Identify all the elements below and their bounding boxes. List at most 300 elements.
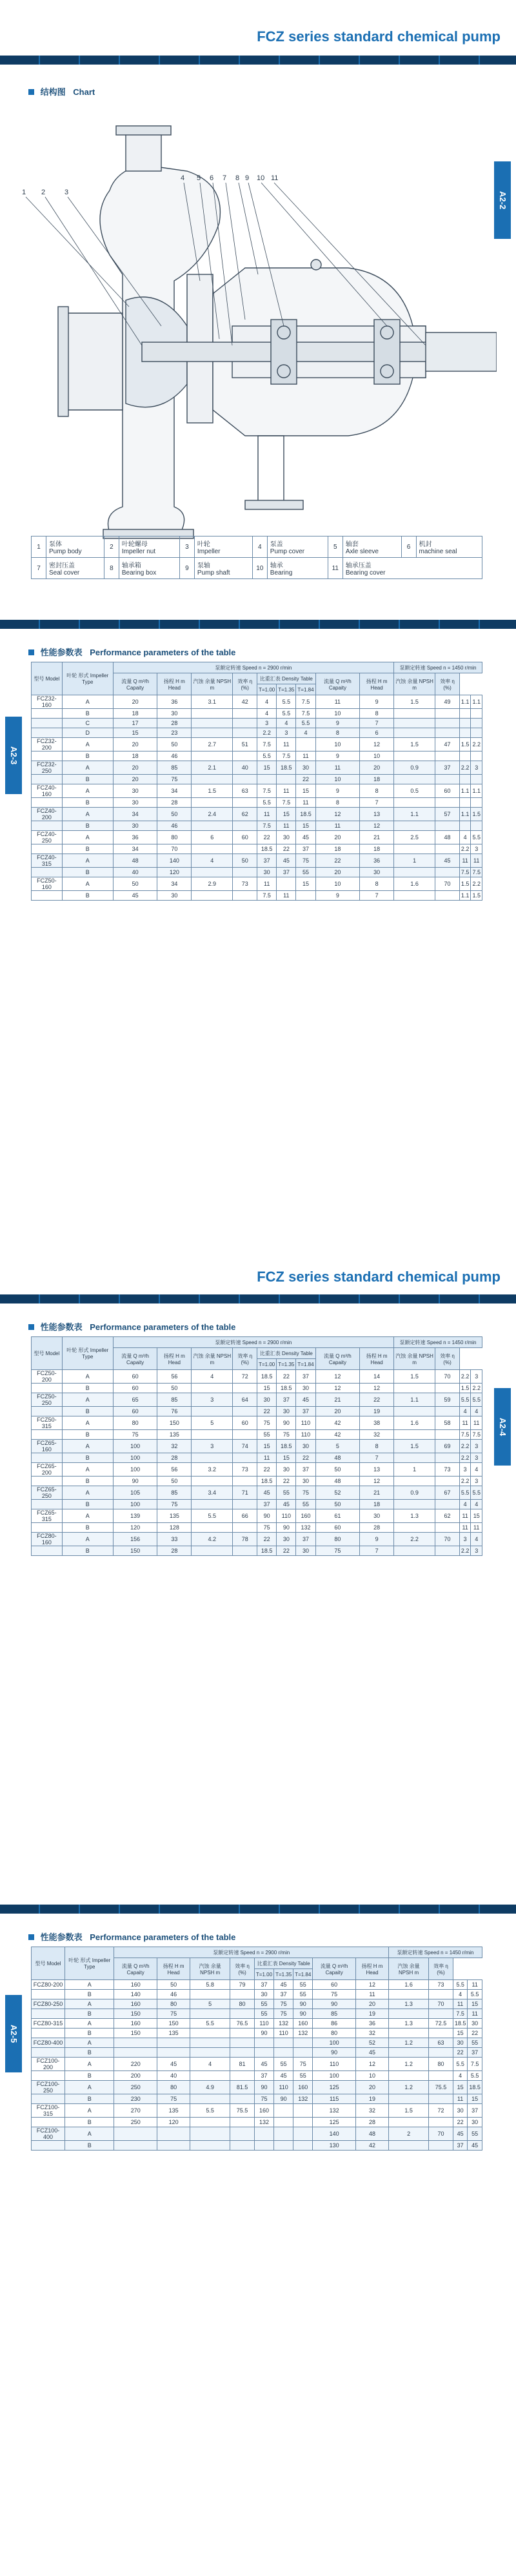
table-row bbox=[32, 2009, 482, 2019]
model-cell: FCZ50-200 bbox=[32, 1370, 63, 1384]
table-header-row bbox=[32, 662, 482, 673]
value-cell bbox=[393, 1546, 435, 1556]
value-cell: 9 bbox=[360, 695, 394, 709]
value-cell bbox=[435, 868, 460, 877]
table-row bbox=[32, 784, 482, 798]
value-cell: 5 bbox=[315, 1440, 360, 1453]
value-cell: 13 bbox=[360, 808, 394, 821]
value-cell: A bbox=[62, 1370, 113, 1384]
value-cell: 10 bbox=[360, 751, 394, 761]
value-cell: B bbox=[62, 1384, 113, 1393]
value-cell bbox=[192, 1523, 233, 1533]
value-cell: D bbox=[62, 728, 113, 738]
value-cell: B bbox=[62, 1407, 113, 1416]
value-cell: 11 bbox=[453, 2094, 468, 2104]
value-cell: 2.2 bbox=[471, 738, 482, 751]
value-cell bbox=[230, 2127, 255, 2141]
value-cell bbox=[435, 821, 460, 831]
value-cell: 1.1 bbox=[459, 891, 471, 901]
value-cell: 1.6 bbox=[389, 1980, 429, 1990]
value-cell: 4 bbox=[459, 1500, 471, 1509]
value-cell: 37 bbox=[254, 1980, 273, 1990]
value-cell bbox=[429, 2141, 453, 2151]
value-cell: 18.5 bbox=[257, 1477, 277, 1486]
table-row bbox=[32, 1533, 482, 1546]
table-header-cell: 效率 η (%) bbox=[230, 1958, 255, 1980]
value-cell: 22 bbox=[296, 775, 315, 784]
value-cell: 65 bbox=[113, 1393, 157, 1407]
value-cell bbox=[190, 2127, 230, 2141]
table-row bbox=[32, 2104, 482, 2118]
value-cell bbox=[459, 751, 471, 761]
value-cell bbox=[192, 1407, 233, 1416]
table-header-cell: 扬程 H m Head bbox=[157, 673, 192, 695]
callout-4: 4 bbox=[181, 174, 185, 182]
tab-a2-5: A2-5 bbox=[5, 1995, 22, 2072]
value-cell: 5.5 bbox=[471, 831, 482, 844]
callout-5: 5 bbox=[197, 174, 201, 182]
table-row bbox=[32, 1407, 482, 1416]
value-cell: 50 bbox=[233, 854, 257, 868]
value-cell: 230 bbox=[114, 2094, 157, 2104]
value-cell bbox=[274, 2118, 293, 2127]
value-cell: 48 bbox=[315, 1477, 360, 1486]
value-cell: B bbox=[62, 1546, 113, 1556]
value-cell: 5.5 bbox=[190, 2104, 230, 2118]
table-row bbox=[32, 2141, 482, 2151]
value-cell: 110 bbox=[296, 1430, 315, 1440]
model-cell bbox=[32, 1523, 63, 1533]
value-cell bbox=[393, 798, 435, 808]
value-cell bbox=[192, 1477, 233, 1486]
value-cell: 100 bbox=[113, 1453, 157, 1463]
table-row bbox=[32, 775, 482, 784]
value-cell: 132 bbox=[313, 2104, 356, 2118]
value-cell bbox=[190, 2009, 230, 2019]
value-cell: 2.2 bbox=[471, 877, 482, 891]
perf-section-heading-3: 性能参数表 Performance parameters of the table bbox=[28, 1930, 235, 1943]
value-cell bbox=[471, 821, 482, 831]
value-cell bbox=[190, 2038, 230, 2048]
value-cell: 75 bbox=[274, 2009, 293, 2019]
table-row bbox=[32, 719, 482, 728]
value-cell bbox=[293, 2141, 313, 2151]
value-cell: 75 bbox=[274, 1999, 293, 2009]
value-cell: 18.5 bbox=[468, 2081, 482, 2094]
value-cell: 50 bbox=[157, 808, 192, 821]
value-cell: 20 bbox=[355, 1999, 388, 2009]
model-cell bbox=[32, 1546, 63, 1556]
table-header-cell: 汽蚀 余量 NPSH m bbox=[190, 1958, 230, 1980]
value-cell: 30 bbox=[296, 761, 315, 775]
value-cell: 55 bbox=[254, 2009, 273, 2019]
value-cell: 135 bbox=[157, 2104, 190, 2118]
legend-row: 7 密封压盖 Seal cover 8 轴承箱 Bearing box 9 泵轴 Pump shaft 10 轴承 Bearing 11 轴承压盖 Bearing cover bbox=[32, 558, 482, 579]
table-header-cell: 汽蚀 余量 NPSH m bbox=[192, 673, 233, 695]
value-cell: 90 bbox=[254, 2081, 273, 2094]
value-cell: 15 bbox=[468, 2094, 482, 2104]
value-cell bbox=[274, 2141, 293, 2151]
value-cell: 80 bbox=[230, 1999, 255, 2009]
value-cell: 75.5 bbox=[429, 2081, 453, 2094]
value-cell bbox=[254, 2048, 273, 2058]
table-row bbox=[32, 751, 482, 761]
value-cell: 22 bbox=[277, 1370, 296, 1384]
value-cell: 45 bbox=[254, 2058, 273, 2071]
value-cell bbox=[254, 2038, 273, 2048]
value-cell: 15 bbox=[468, 1999, 482, 2009]
value-cell: 37 bbox=[254, 2071, 273, 2081]
value-cell: 2.2 bbox=[393, 1533, 435, 1546]
value-cell: 80 bbox=[313, 2029, 356, 2038]
value-cell: 7.5 bbox=[471, 1430, 482, 1440]
value-cell: 100 bbox=[113, 1500, 157, 1509]
table-header-cell: 叶轮 形式 Impeller Type bbox=[62, 662, 113, 695]
table-header-cell: 流量 Q m³/h Capaity bbox=[113, 673, 157, 695]
value-cell: 22 bbox=[257, 831, 277, 844]
value-cell bbox=[435, 844, 460, 854]
model-cell bbox=[32, 775, 63, 784]
model-cell: FCZ65-250 bbox=[32, 1486, 63, 1500]
value-cell bbox=[274, 2038, 293, 2048]
table-row bbox=[32, 1980, 482, 1990]
value-cell: A bbox=[65, 1980, 114, 1990]
chart-section-cn: 结构图 bbox=[40, 87, 66, 97]
value-cell: 36 bbox=[360, 854, 394, 868]
value-cell: 70 bbox=[435, 877, 460, 891]
value-cell: 132 bbox=[296, 1523, 315, 1533]
table-header-cell: 比重汇表 Density Table bbox=[257, 673, 315, 684]
performance-table-2 bbox=[31, 1336, 482, 1556]
value-cell: 140 bbox=[114, 1990, 157, 1999]
page-title-2: FCZ series standard chemical pump bbox=[257, 1269, 501, 1285]
value-cell: 75 bbox=[257, 1416, 277, 1430]
value-cell: 1.6 bbox=[393, 1416, 435, 1430]
table-row bbox=[32, 2118, 482, 2127]
value-cell bbox=[459, 798, 471, 808]
value-cell: 75 bbox=[293, 2058, 313, 2071]
value-cell: 19 bbox=[355, 2009, 388, 2019]
value-cell: 3 bbox=[257, 719, 277, 728]
value-cell: 90 bbox=[257, 1509, 277, 1523]
value-cell bbox=[435, 728, 460, 738]
value-cell: 52 bbox=[315, 1486, 360, 1500]
table-row bbox=[32, 1486, 482, 1500]
table-row bbox=[32, 877, 482, 891]
value-cell bbox=[157, 2141, 190, 2151]
value-cell: 7.5 bbox=[257, 891, 277, 901]
table-row bbox=[32, 2038, 482, 2048]
value-cell: 4 bbox=[471, 1533, 482, 1546]
table-header-cell: 流量 Q m³/h Capaity bbox=[315, 673, 360, 695]
value-cell: 15 bbox=[257, 1384, 277, 1393]
table-row bbox=[32, 1416, 482, 1430]
value-cell: 1 bbox=[393, 854, 435, 868]
value-cell: 11 bbox=[277, 821, 296, 831]
page-title: FCZ series standard chemical pump bbox=[257, 28, 501, 45]
value-cell: 4 bbox=[192, 1370, 233, 1384]
value-cell: 3 bbox=[471, 844, 482, 854]
table-row bbox=[32, 2094, 482, 2104]
value-cell: B bbox=[62, 1500, 113, 1509]
value-cell: 4 bbox=[277, 719, 296, 728]
value-cell: 7 bbox=[360, 1546, 394, 1556]
value-cell bbox=[471, 709, 482, 719]
value-cell: 42 bbox=[315, 1416, 360, 1430]
value-cell: 18.5 bbox=[257, 844, 277, 854]
value-cell: 18.5 bbox=[277, 761, 296, 775]
value-cell: 75 bbox=[157, 1500, 192, 1509]
callout-11: 11 bbox=[271, 174, 279, 182]
value-cell bbox=[233, 844, 257, 854]
value-cell bbox=[293, 2127, 313, 2141]
value-cell: B bbox=[62, 751, 113, 761]
value-cell: 11 bbox=[459, 1523, 471, 1533]
value-cell: 7.5 bbox=[277, 751, 296, 761]
value-cell: 11 bbox=[459, 1509, 471, 1523]
value-cell: 55 bbox=[293, 1990, 313, 1999]
value-cell: 45 bbox=[274, 1980, 293, 1990]
value-cell bbox=[429, 2048, 453, 2058]
table-header-cell: 泵额定转速 Speed n = 1450 r/min bbox=[393, 662, 482, 673]
value-cell: B bbox=[62, 798, 113, 808]
table-header-cell: 型号 Model bbox=[32, 1337, 63, 1370]
model-cell: FCZ65-160 bbox=[32, 1440, 63, 1453]
value-cell: 2.7 bbox=[192, 738, 233, 751]
value-cell: 50 bbox=[157, 738, 192, 751]
value-cell: 7.5 bbox=[257, 821, 277, 831]
value-cell bbox=[274, 2048, 293, 2058]
value-cell bbox=[393, 775, 435, 784]
value-cell: 45 bbox=[296, 1393, 315, 1407]
value-cell: 55 bbox=[296, 1500, 315, 1509]
value-cell: 15 bbox=[257, 1440, 277, 1453]
table-header-cell: 效率 η (%) bbox=[233, 1348, 257, 1370]
table-row bbox=[32, 695, 482, 709]
model-cell bbox=[32, 751, 63, 761]
value-cell bbox=[471, 728, 482, 738]
value-cell: 75.5 bbox=[230, 2104, 255, 2118]
value-cell: B bbox=[62, 821, 113, 831]
value-cell: 7.5 bbox=[277, 798, 296, 808]
value-cell: 7.5 bbox=[257, 738, 277, 751]
value-cell bbox=[192, 1500, 233, 1509]
value-cell: 105 bbox=[113, 1486, 157, 1500]
value-cell: 72 bbox=[233, 1370, 257, 1384]
table-header-cell: T=1.35 bbox=[277, 1359, 296, 1370]
value-cell: 140 bbox=[157, 854, 192, 868]
tab-a2-3: A2-3 bbox=[5, 717, 22, 794]
value-cell: 33 bbox=[157, 1533, 192, 1546]
value-cell: 50 bbox=[315, 1463, 360, 1477]
value-cell: 55 bbox=[296, 868, 315, 877]
value-cell bbox=[254, 2127, 273, 2141]
model-cell bbox=[32, 1453, 63, 1463]
value-cell: 45 bbox=[277, 854, 296, 868]
value-cell: 110 bbox=[296, 1416, 315, 1430]
value-cell: B bbox=[62, 891, 113, 901]
value-cell bbox=[393, 868, 435, 877]
value-cell: 3 bbox=[471, 1546, 482, 1556]
value-cell: 1.1 bbox=[393, 808, 435, 821]
value-cell: 55 bbox=[277, 1486, 296, 1500]
value-cell: 2.2 bbox=[459, 1440, 471, 1453]
value-cell: 15 bbox=[296, 877, 315, 891]
value-cell: B bbox=[62, 868, 113, 877]
table-header-cell: 扬程 H m Head bbox=[355, 1958, 388, 1980]
table-row bbox=[32, 2048, 482, 2058]
model-cell bbox=[32, 719, 63, 728]
value-cell bbox=[435, 1477, 460, 1486]
value-cell: 48 bbox=[113, 854, 157, 868]
value-cell: 9 bbox=[315, 719, 360, 728]
value-cell: 85 bbox=[313, 2009, 356, 2019]
value-cell: 48 bbox=[355, 2127, 388, 2141]
table-row bbox=[32, 1990, 482, 1999]
value-cell: 20 bbox=[113, 761, 157, 775]
table-header-cell: 扬程 H m Head bbox=[360, 1348, 394, 1370]
value-cell: 60 bbox=[113, 1407, 157, 1416]
value-cell bbox=[429, 2029, 453, 2038]
value-cell: 156 bbox=[113, 1533, 157, 1546]
value-cell: 30 bbox=[257, 1393, 277, 1407]
value-cell: 45 bbox=[113, 891, 157, 901]
value-cell: 5 bbox=[192, 1416, 233, 1430]
table-row bbox=[32, 1463, 482, 1477]
value-cell: 3.1 bbox=[192, 695, 233, 709]
value-cell: 45 bbox=[277, 1500, 296, 1509]
callout-9: 9 bbox=[245, 174, 250, 182]
value-cell: A bbox=[62, 854, 113, 868]
value-cell: B bbox=[62, 775, 113, 784]
value-cell: 46 bbox=[157, 821, 192, 831]
value-cell: 40 bbox=[113, 868, 157, 877]
value-cell: 75 bbox=[113, 1430, 157, 1440]
value-cell: 10 bbox=[355, 2071, 388, 2081]
value-cell bbox=[429, 2071, 453, 2081]
value-cell: 4 bbox=[190, 2058, 230, 2071]
value-cell: 30 bbox=[277, 831, 296, 844]
model-cell: FCZ50-250 bbox=[32, 1393, 63, 1407]
value-cell: 1.6 bbox=[393, 877, 435, 891]
value-cell bbox=[192, 868, 233, 877]
table-header-cell: 汽蚀 余量 NPSH m bbox=[389, 1958, 429, 1980]
value-cell: 36 bbox=[355, 2019, 388, 2029]
value-cell: 100 bbox=[113, 1440, 157, 1453]
value-cell: 2.2 bbox=[257, 728, 277, 738]
value-cell bbox=[459, 728, 471, 738]
value-cell: 5.5 bbox=[471, 1393, 482, 1407]
value-cell: 11 bbox=[277, 784, 296, 798]
value-cell: 50 bbox=[113, 877, 157, 891]
table-row bbox=[32, 891, 482, 901]
value-cell: 30 bbox=[277, 1463, 296, 1477]
table-row bbox=[32, 1546, 482, 1556]
value-cell: 17 bbox=[113, 719, 157, 728]
value-cell: 200 bbox=[114, 2071, 157, 2081]
value-cell: 6 bbox=[192, 831, 233, 844]
value-cell: A bbox=[62, 1463, 113, 1477]
value-cell: 5.5 bbox=[192, 1509, 233, 1523]
value-cell: 60 bbox=[113, 1384, 157, 1393]
value-cell: 90 bbox=[313, 1999, 356, 2009]
table-header-cell: 效率 η (%) bbox=[435, 1348, 460, 1370]
value-cell: 55 bbox=[257, 1430, 277, 1440]
table-header-cell: 叶轮 形式 Impeller Type bbox=[65, 1947, 114, 1980]
value-cell: 18 bbox=[360, 1500, 394, 1509]
value-cell: 70 bbox=[435, 1533, 460, 1546]
table-header-cell: 叶轮 形式 Impeller Type bbox=[62, 1337, 113, 1370]
model-cell: FCZ40-200 bbox=[32, 808, 63, 821]
table-row bbox=[32, 831, 482, 844]
value-cell bbox=[190, 2071, 230, 2081]
value-cell: A bbox=[65, 2081, 114, 2094]
value-cell: 1.3 bbox=[389, 1999, 429, 2009]
value-cell: 85 bbox=[157, 1486, 192, 1500]
value-cell bbox=[233, 751, 257, 761]
value-cell: 90 bbox=[277, 1416, 296, 1430]
value-cell: 23 bbox=[157, 728, 192, 738]
table-row bbox=[32, 2081, 482, 2094]
value-cell bbox=[114, 2038, 157, 2048]
value-cell bbox=[389, 1990, 429, 1999]
table-header-cell: T=1.84 bbox=[296, 1359, 315, 1370]
value-cell: 11 bbox=[468, 2009, 482, 2019]
value-cell bbox=[192, 709, 233, 719]
value-cell: 110 bbox=[274, 2029, 293, 2038]
value-cell: 72.5 bbox=[429, 2019, 453, 2029]
model-cell: FCZ80-200 bbox=[32, 1980, 65, 1990]
value-cell: 36 bbox=[113, 831, 157, 844]
callout-10: 10 bbox=[257, 174, 265, 182]
value-cell: B bbox=[62, 1523, 113, 1533]
value-cell: 75 bbox=[277, 1430, 296, 1440]
value-cell: 55 bbox=[293, 2071, 313, 2081]
perf-section-heading-2: 性能参数表 Performance parameters of the table bbox=[28, 1320, 235, 1333]
value-cell bbox=[233, 709, 257, 719]
value-cell: 86 bbox=[313, 2019, 356, 2029]
table-header-cell: 流量 Q m³/h Capaity bbox=[113, 1348, 157, 1370]
value-cell: 10 bbox=[315, 877, 360, 891]
value-cell: B bbox=[65, 2141, 114, 2151]
value-cell: 0.9 bbox=[393, 1486, 435, 1500]
value-cell: 75 bbox=[296, 1486, 315, 1500]
value-cell bbox=[435, 1546, 460, 1556]
model-cell: FCZ65-200 bbox=[32, 1463, 63, 1477]
value-cell: 51 bbox=[233, 738, 257, 751]
value-cell: 59 bbox=[435, 1393, 460, 1407]
value-cell: 22 bbox=[296, 1453, 315, 1463]
value-cell: A bbox=[62, 1416, 113, 1430]
model-cell: FCZ40-250 bbox=[32, 831, 63, 844]
value-cell: 63 bbox=[429, 2038, 453, 2048]
value-cell: 34 bbox=[113, 808, 157, 821]
value-cell: B bbox=[65, 2029, 114, 2038]
model-cell: FCZ50-160 bbox=[32, 877, 63, 891]
value-cell: 60 bbox=[435, 784, 460, 798]
value-cell: 46 bbox=[157, 1990, 190, 1999]
value-cell bbox=[233, 1546, 257, 1556]
value-cell: 50 bbox=[315, 1500, 360, 1509]
value-cell: 49 bbox=[435, 695, 460, 709]
value-cell bbox=[393, 844, 435, 854]
value-cell: 55 bbox=[468, 2038, 482, 2048]
value-cell: A bbox=[62, 784, 113, 798]
table-header-cell: 汽蚀 余量 NPSH m bbox=[393, 673, 435, 695]
table-row bbox=[32, 2058, 482, 2071]
value-cell bbox=[233, 1477, 257, 1486]
value-cell: 22 bbox=[453, 2048, 468, 2058]
